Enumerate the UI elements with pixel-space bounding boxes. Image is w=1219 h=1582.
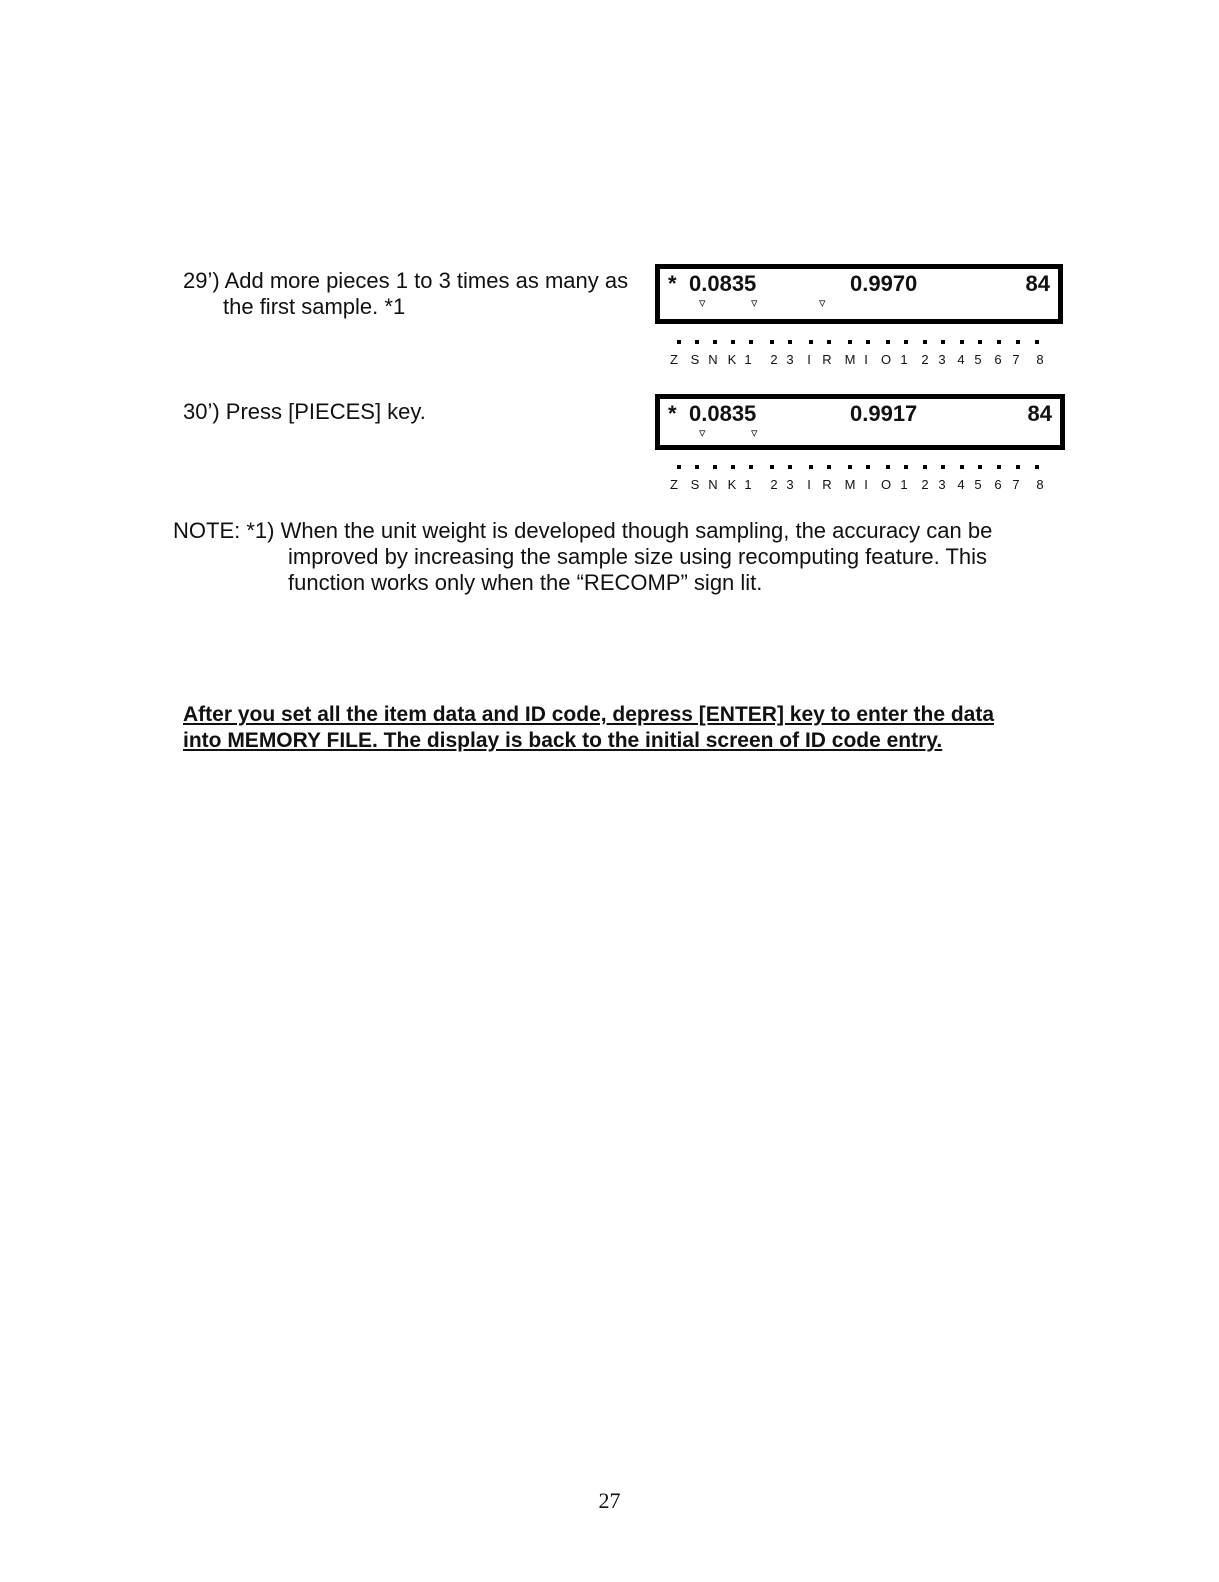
annunciator-label: I — [864, 477, 868, 492]
annunciator-label: S — [690, 477, 700, 492]
annunciator-dot — [695, 465, 699, 469]
triangle-indicator-icon: ▿ — [751, 425, 758, 440]
annunciator-row-step-30 — [660, 465, 1050, 501]
annunciator-label: I — [864, 352, 868, 367]
annunciator-dot — [978, 465, 982, 469]
annunciator-dot — [997, 465, 1001, 469]
lcd-count: 84 — [1025, 271, 1050, 296]
lcd-count: 84 — [1027, 401, 1052, 426]
annunciator-dot — [677, 465, 681, 469]
annunciator-label: I — [807, 352, 811, 367]
lcd-display-step-30 — [655, 394, 1065, 450]
annunciator-label: 3 — [786, 352, 794, 367]
annunciator-dot — [788, 465, 792, 469]
triangle-indicator-icon: ▿ — [699, 295, 706, 310]
lcd-sample-weight: 0.9970 — [850, 271, 918, 296]
annunciator-dot — [770, 465, 774, 469]
annunciator-dot — [809, 340, 813, 344]
annunciator-label: 3 — [938, 477, 946, 492]
annunciator-dot — [827, 340, 831, 344]
lcd-star: * — [668, 401, 677, 426]
annunciator-dot — [923, 465, 927, 469]
annunciator-dot — [1035, 465, 1039, 469]
annunciator-dot — [1016, 465, 1020, 469]
annunciator-dot — [866, 340, 870, 344]
step-30-text — [183, 399, 426, 425]
step-29-line2: the first sample. *1 — [223, 294, 406, 319]
lcd-sample-weight: 0.9917 — [850, 401, 918, 426]
step-29-line1: 29’) Add more pieces 1 to 3 times as many as — [183, 268, 629, 293]
annunciator-label: 4 — [957, 352, 965, 367]
annunciator-dot — [997, 340, 1001, 344]
annunciator-dot — [904, 465, 908, 469]
annunciator-dot — [886, 465, 890, 469]
annunciator-label: N — [708, 352, 718, 367]
annunciator-dot — [1016, 340, 1020, 344]
annunciator-label: K — [727, 352, 737, 367]
annunciator-label: Z — [670, 352, 678, 367]
annunciator-label: 8 — [1036, 352, 1044, 367]
annunciator-label: R — [822, 352, 832, 367]
annunciator-dot — [749, 465, 753, 469]
annunciator-dot — [960, 340, 964, 344]
annunciator-dot — [827, 465, 831, 469]
annunciator-dot — [941, 340, 945, 344]
annunciator-label: I — [807, 477, 811, 492]
lcd-star: * — [668, 271, 677, 296]
annunciator-label: 1 — [744, 477, 752, 492]
page-number: 27 — [598, 1488, 621, 1513]
annunciator-label: 5 — [974, 352, 982, 367]
annunciator-dot — [713, 465, 717, 469]
annunciator-label: 8 — [1036, 477, 1044, 492]
annunciator-label: N — [708, 477, 718, 492]
note-line3: function works only when the “RECOMP” sign lit. — [288, 570, 763, 595]
summary-line2: into MEMORY FILE. The display is back to the initial screen of ID code entry. — [183, 729, 943, 752]
annunciator-row-step-29 — [660, 340, 1050, 376]
annunciator-dot — [809, 465, 813, 469]
annunciator-dot — [731, 340, 735, 344]
annunciator-label: 7 — [1012, 352, 1020, 367]
annunciator-label: O — [880, 477, 892, 492]
summary-instruction — [183, 702, 994, 754]
triangle-indicator-icon: ▿ — [819, 295, 826, 310]
annunciator-dot — [941, 465, 945, 469]
annunciator-dot — [960, 465, 964, 469]
annunciator-dot — [731, 465, 735, 469]
annunciator-label: 7 — [1012, 477, 1020, 492]
lcd-display-step-29 — [655, 264, 1063, 324]
annunciator-label: S — [690, 352, 700, 367]
annunciator-label: O — [880, 352, 892, 367]
note-line1: NOTE: *1) When the unit weight is developed though sampling, the accuracy can be — [173, 518, 993, 543]
annunciator-label: 6 — [994, 352, 1002, 367]
annunciator-label: M — [844, 352, 856, 367]
annunciator-dot — [866, 465, 870, 469]
annunciator-dot — [904, 340, 908, 344]
annunciator-label: M — [844, 477, 856, 492]
annunciator-dot — [923, 340, 927, 344]
triangle-indicator-icon: ▿ — [751, 295, 758, 310]
annunciator-dot — [848, 340, 852, 344]
annunciator-label: K — [727, 477, 737, 492]
annunciator-dot — [713, 340, 717, 344]
annunciator-dot — [886, 340, 890, 344]
lcd-unit-weight: 0.0835 — [689, 401, 757, 426]
annunciator-label: 3 — [938, 352, 946, 367]
annunciator-dot — [848, 465, 852, 469]
note-block — [173, 518, 992, 596]
annunciator-label: 2 — [921, 477, 929, 492]
note-line2: improved by increasing the sample size using recomputing feature. This — [288, 544, 988, 569]
annunciator-dot — [1035, 340, 1039, 344]
step-29-text — [183, 268, 628, 320]
annunciator-label: 4 — [957, 477, 965, 492]
lcd-unit-weight: 0.0835 — [689, 271, 757, 296]
annunciator-label: 5 — [974, 477, 982, 492]
annunciator-label: 6 — [994, 477, 1002, 492]
annunciator-label: 3 — [786, 477, 794, 492]
annunciator-dot — [770, 340, 774, 344]
annunciator-label: Z — [670, 477, 678, 492]
annunciator-label: 2 — [770, 352, 778, 367]
annunciator-dot — [677, 340, 681, 344]
annunciator-label: R — [822, 477, 832, 492]
triangle-indicator-icon: ▿ — [699, 425, 706, 440]
summary-line1: After you set all the item data and ID code, depress [ENTER] key to enter the data — [183, 703, 995, 726]
annunciator-label: 1 — [900, 352, 908, 367]
annunciator-label: 1 — [744, 352, 752, 367]
annunciator-dot — [695, 340, 699, 344]
annunciator-label: 1 — [900, 477, 908, 492]
annunciator-dot — [788, 340, 792, 344]
annunciator-label: 2 — [921, 352, 929, 367]
step-30-line1: 30’) Press [PIECES] key. — [183, 399, 426, 424]
annunciator-label: 2 — [770, 477, 778, 492]
annunciator-dot — [978, 340, 982, 344]
annunciator-dot — [749, 340, 753, 344]
